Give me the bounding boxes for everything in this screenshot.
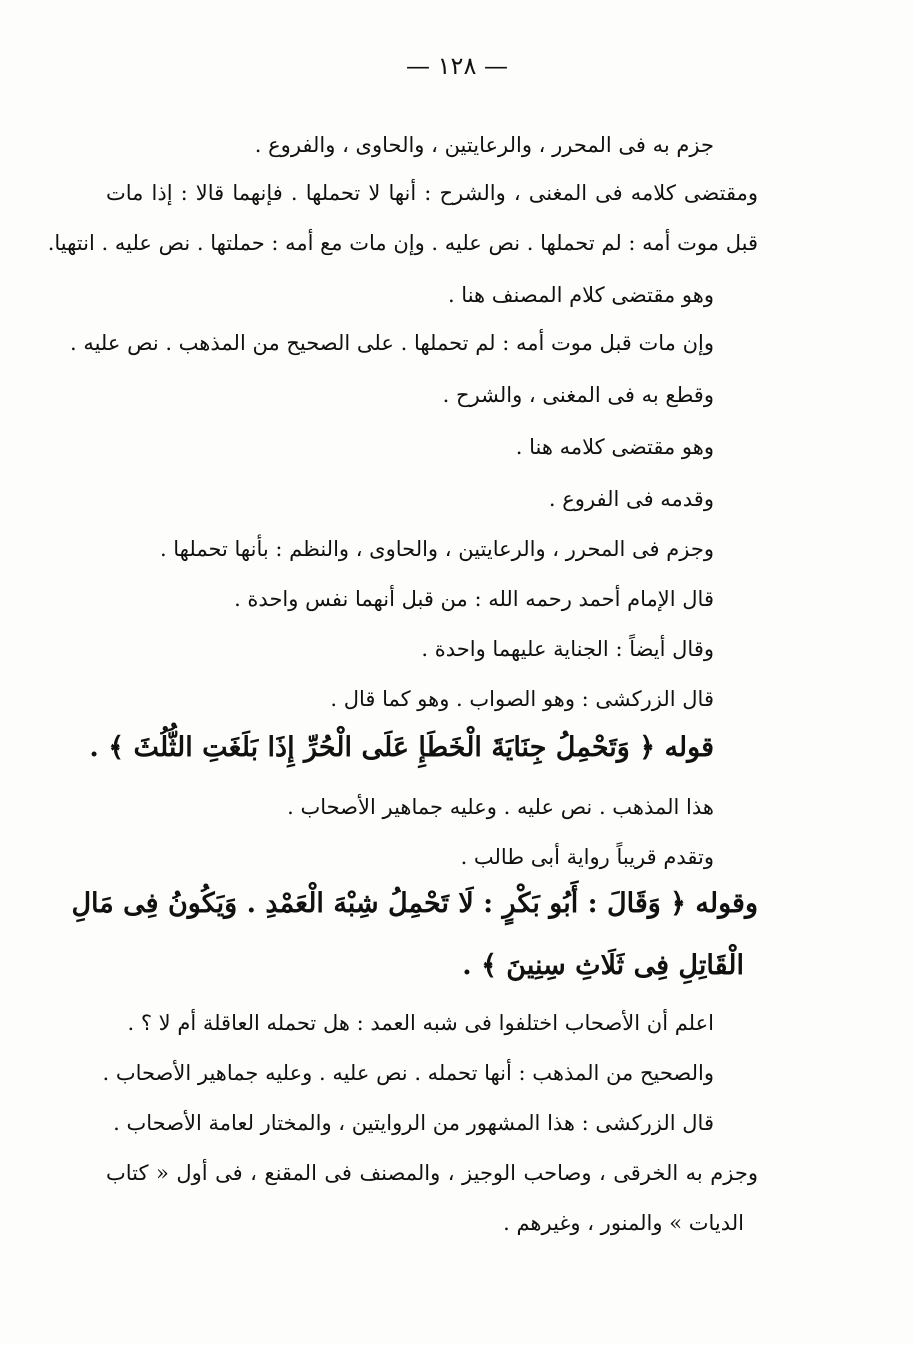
text-line: وإن مات قبل موت أمه : لم تحملها . على الصحيح من المذهب . نص عليه . xyxy=(69,331,714,355)
text-line: وجزم به الخرقى ، وصاحب الوجيز ، والمصنف فى المقنع ، فى أول « كتاب xyxy=(106,1161,758,1185)
quoted-heading: الْقَاتِلِ فِى ثَلَاثِ سِنِينَ ﴾ . xyxy=(462,950,744,981)
text-line: قال الزركشى : وهو الصواب . وهو كما قال . xyxy=(330,687,714,711)
text-line: وقطع به فى المغنى ، والشرح . xyxy=(442,383,714,407)
text-line: الديات » والمنور ، وغيرهم . xyxy=(503,1211,744,1235)
text-line: وقدمه فى الفروع . xyxy=(548,487,714,511)
text-line: والصحيح من المذهب : أنها تحمله . نص عليه . وعليه جماهير الأصحاب . xyxy=(102,1061,714,1085)
text-line: وهو مقتضى كلام المصنف هنا . xyxy=(447,283,714,307)
text-line: وهو مقتضى كلامه هنا . xyxy=(515,435,714,459)
quoted-heading: وقوله ﴿ وَقَالَ : أَبُو بَكْرٍ : لَا تَحْمِلُ شِبْهَ الْعَمْدِ . وَيَكُونُ فِى مَالِ xyxy=(71,888,758,919)
text-line: هذا المذهب . نص عليه . وعليه جماهير الأصحاب . xyxy=(287,795,714,819)
text-line: وتقدم قريباً رواية أبى طالب . xyxy=(460,845,714,869)
text-line: جزم به فى المحرر ، والرعايتين ، والحاوى ، والفروع . xyxy=(254,133,714,157)
quoted-heading: قوله ﴿ وَتَحْمِلُ جِنَايَةَ الْخَطَإِ عَلَى الْحُرِّ إِذَا بَلَغَتِ الثُّلُثَ ﴾ . xyxy=(89,732,714,763)
text-line: قبل موت أمه : لم تحملها . نص عليه . وإن مات مع أمه : حملتها . نص عليه . انتهيا. xyxy=(47,231,758,255)
text-line: ومقتضى كلامه فى المغنى ، والشرح : أنها لا تحملها . فإنهما قالا : إذا مات xyxy=(106,181,758,205)
text-line: قال الزركشى : هذا المشهور من الروايتين ، والمختار لعامة الأصحاب . xyxy=(113,1111,714,1135)
text-line: قال الإمام أحمد رحمه الله : من قبل أنهما نفس واحدة . xyxy=(234,587,714,611)
text-line: وجزم فى المحرر ، والرعايتين ، والحاوى ، والنظم : بأنها تحملها . xyxy=(159,537,714,561)
text-line: وقال أيضاً : الجناية عليهما واحدة . xyxy=(421,637,714,661)
page-number: — ١٢٨ — xyxy=(406,52,508,80)
text-line: اعلم أن الأصحاب اختلفوا فى شبه العمد : هل تحمله العاقلة أم لا ؟ . xyxy=(127,1011,714,1035)
